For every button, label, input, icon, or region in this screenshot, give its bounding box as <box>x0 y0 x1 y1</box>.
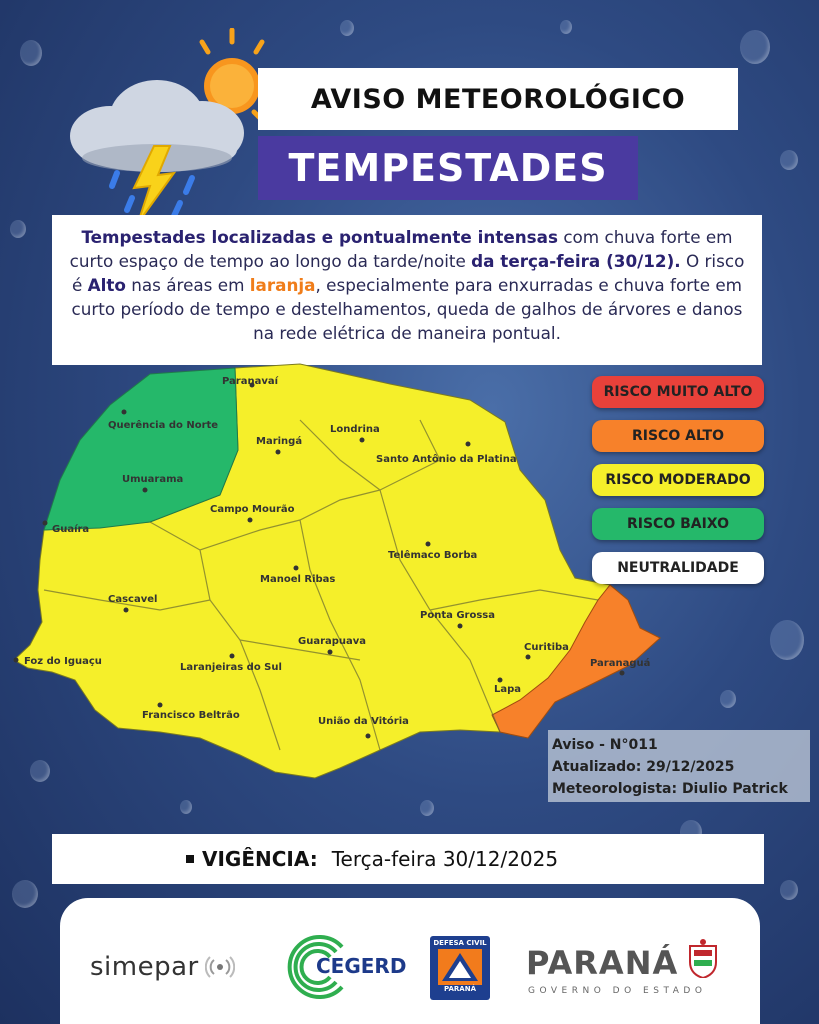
city-label: Londrina <box>330 424 380 435</box>
meteorologist: Meteorologista: Diulio Patrick <box>552 781 788 797</box>
simepar-text: simepar <box>90 952 199 982</box>
defesa-civil-top-text: DEFESA CIVIL <box>433 939 487 947</box>
city-label: Guarapuava <box>298 636 367 647</box>
desc-text-2: com chuva forte em curto espaço de tempo ao longo da tarde/noite <box>69 227 733 271</box>
footer-logos <box>60 898 760 1024</box>
legend-risco-alto: RISCO ALTO <box>592 420 764 452</box>
vigencia-bar <box>52 834 764 884</box>
page-title: AVISO METEOROLÓGICO <box>258 68 738 130</box>
city-label: Laranjeiras do Sul <box>180 662 282 673</box>
storm-weather-icon <box>62 28 272 228</box>
city-label: União da Vitória <box>318 716 409 727</box>
updated-date: Atualizado: 29/12/2025 <box>552 759 735 775</box>
city-label: Telêmaco Borba <box>388 550 478 561</box>
desc-text-8: , especialmente para enxurradas e chuva forte em curto período de tempo e destelhamentos, queda de galhos de árvores e danos na rede elétrica de maneira pontual. <box>71 275 743 343</box>
city-label: Manoel Ribas <box>260 574 336 585</box>
city-label: Maringá <box>256 436 303 447</box>
warning-info-box <box>548 730 810 802</box>
desc-bold-3: da terça-feira (30/12). <box>471 251 681 271</box>
defesa-civil-bottom-text: PARANÁ <box>444 985 476 993</box>
vigencia-value: Terça-feira 30/12/2025 <box>331 847 559 871</box>
signal-icon <box>205 955 235 979</box>
city-label: Santo Antônio da Platina <box>376 454 517 465</box>
legend-risco-muito-alto: RISCO MUITO ALTO <box>592 376 764 408</box>
city-label: Foz do Iguaçu <box>24 656 102 667</box>
city-label: Lapa <box>494 684 522 695</box>
cegerd-logo <box>282 932 407 1002</box>
aviso-number: Aviso - N°011 <box>552 737 658 753</box>
desc-text-6: nas áreas em <box>125 275 250 295</box>
defesa-civil-logo <box>430 936 490 1000</box>
legend-risco-baixo: RISCO BAIXO <box>592 508 764 540</box>
desc-orange-7: laranja <box>249 275 316 295</box>
defesa-civil-triangle-icon <box>438 949 482 985</box>
page-subtitle: TEMPESTADES <box>258 136 638 200</box>
warning-description <box>52 215 762 365</box>
city-label: Ponta Grossa <box>420 610 495 621</box>
city-label: Guaíra <box>52 524 90 535</box>
city-label: Querência do Norte <box>108 420 219 431</box>
desc-text-4: O risco é <box>71 251 745 295</box>
city-label: Cascavel <box>108 594 158 605</box>
city-label: Paranavaí <box>222 376 279 387</box>
parana-text: PARANÁ <box>526 944 679 982</box>
governo-text: GOVERNO DO ESTADO <box>528 986 707 996</box>
parana-coat-of-arms-icon <box>686 938 720 978</box>
vigencia-label: VIGÊNCIA: <box>202 847 318 871</box>
desc-bold-1: Tempestades localizadas e pontualmente intensas <box>81 227 558 247</box>
city-label: Umuarama <box>122 474 184 485</box>
parana-government-logo <box>526 938 726 1002</box>
legend-risco-moderado: RISCO MODERADO <box>592 464 764 496</box>
city-label: Francisco Beltrão <box>142 710 240 721</box>
city-label: Campo Mourão <box>210 504 295 515</box>
bullet-icon <box>186 855 194 863</box>
cegerd-text: CEGERD <box>316 954 407 978</box>
desc-bold-5: Alto <box>87 275 126 295</box>
simepar-logo <box>90 952 235 982</box>
legend-neutralidade: NEUTRALIDADE <box>592 552 764 584</box>
city-label: Curitiba <box>524 642 569 653</box>
city-label: Paranaguá <box>590 658 651 669</box>
